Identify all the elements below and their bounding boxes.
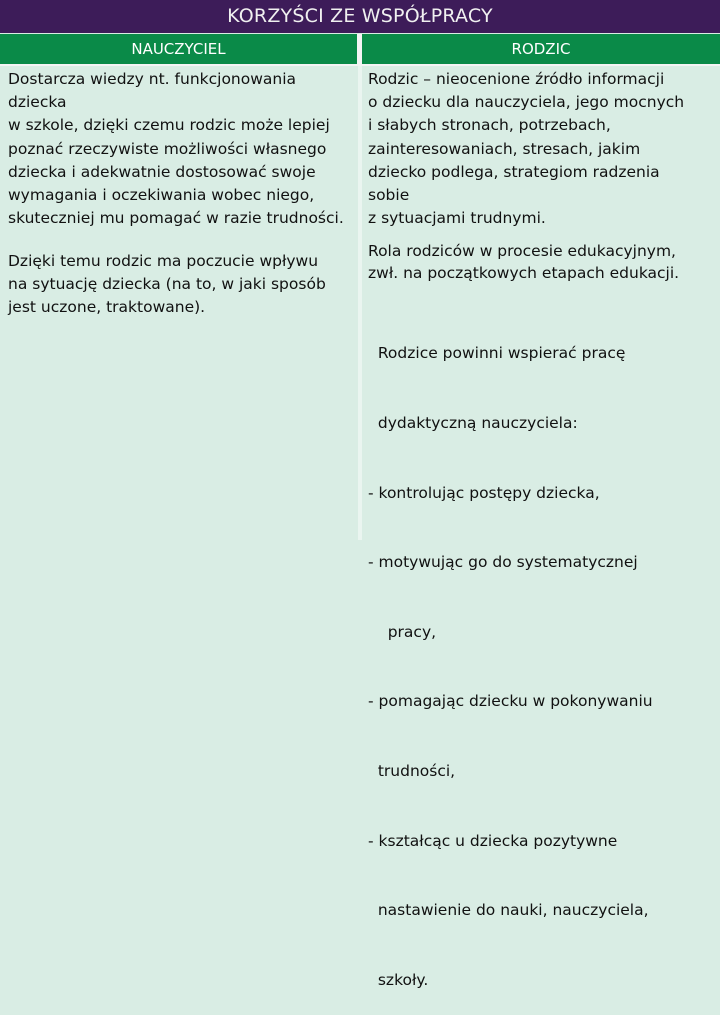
- parent-benefit-1: [368, 68, 684, 230]
- text-line: Dzięki temu rodzic ma poczucie wpływu: [8, 252, 319, 270]
- teacher-benefit-1: [8, 68, 344, 230]
- text-line: szkoły.: [368, 970, 429, 989]
- list-item: - motywując go do systematycznej: [368, 553, 638, 572]
- parent-benefit-2: [368, 240, 679, 284]
- text-line: Rodzic – nieocenione źródło informacji: [368, 70, 665, 88]
- teacher-benefit-2: [8, 250, 326, 320]
- text-line: sobie: [368, 185, 410, 204]
- text-line: pracy,: [368, 622, 437, 641]
- text-line: dziecka i adekwatnie dostosować swoje: [8, 162, 316, 181]
- parent-support-list: [368, 296, 653, 1015]
- text-line: Rola rodziców w procesie edukacyjnym,: [368, 242, 676, 260]
- text-line: jest uczone, traktowane).: [8, 298, 206, 317]
- text-line: Dostarcza wiedzy nt. funkcjonowania: [8, 70, 297, 88]
- text-line: trudności,: [368, 761, 456, 780]
- text-line: i słabych stronach, potrzebach,: [368, 116, 611, 135]
- column-header-parent: RODZIC: [362, 34, 720, 64]
- list-item: - pomagając dziecku w pokonywaniu: [368, 692, 653, 711]
- text-line: w szkole, dzięki czemu rodzic może lepiej: [8, 116, 330, 135]
- list-item: - kontrolując postępy dziecka,: [368, 483, 600, 502]
- text-line: skuteczniej mu pomagać w razie trudności.: [8, 209, 344, 228]
- slide-title: KORZYŚCI ZE WSPÓŁPRACY: [0, 0, 720, 33]
- text-line: na sytuację dziecka (na to, w jaki sposób: [8, 275, 326, 294]
- text-line: z sytuacjami trudnymi.: [368, 209, 546, 228]
- text-line: poznać rzeczywiste możliwości własnego: [8, 139, 327, 158]
- text-line: dziecka: [8, 93, 67, 112]
- list-item: - kształcąc u dziecka pozytywne: [368, 831, 618, 850]
- column-header-teacher: NAUCZYCIEL: [0, 34, 357, 64]
- text-line: zwł. na początkowych etapach edukacji.: [368, 264, 680, 282]
- text-line: dziecko podlega, strategiom radzenia: [368, 162, 660, 181]
- text-line: o dziecku dla nauczyciela, jego mocnych: [368, 93, 685, 112]
- text-line: Rodzice powinni wspierać pracę: [368, 344, 626, 363]
- column-divider: [358, 66, 362, 540]
- text-line: dydaktyczną nauczyciela:: [368, 414, 578, 432]
- text-line: wymagania i oczekiwania wobec niego,: [8, 185, 315, 204]
- text-line: nastawienie do nauki, nauczyciela,: [368, 901, 649, 920]
- text-line: zainteresowaniach, stresach, jakim: [368, 139, 641, 158]
